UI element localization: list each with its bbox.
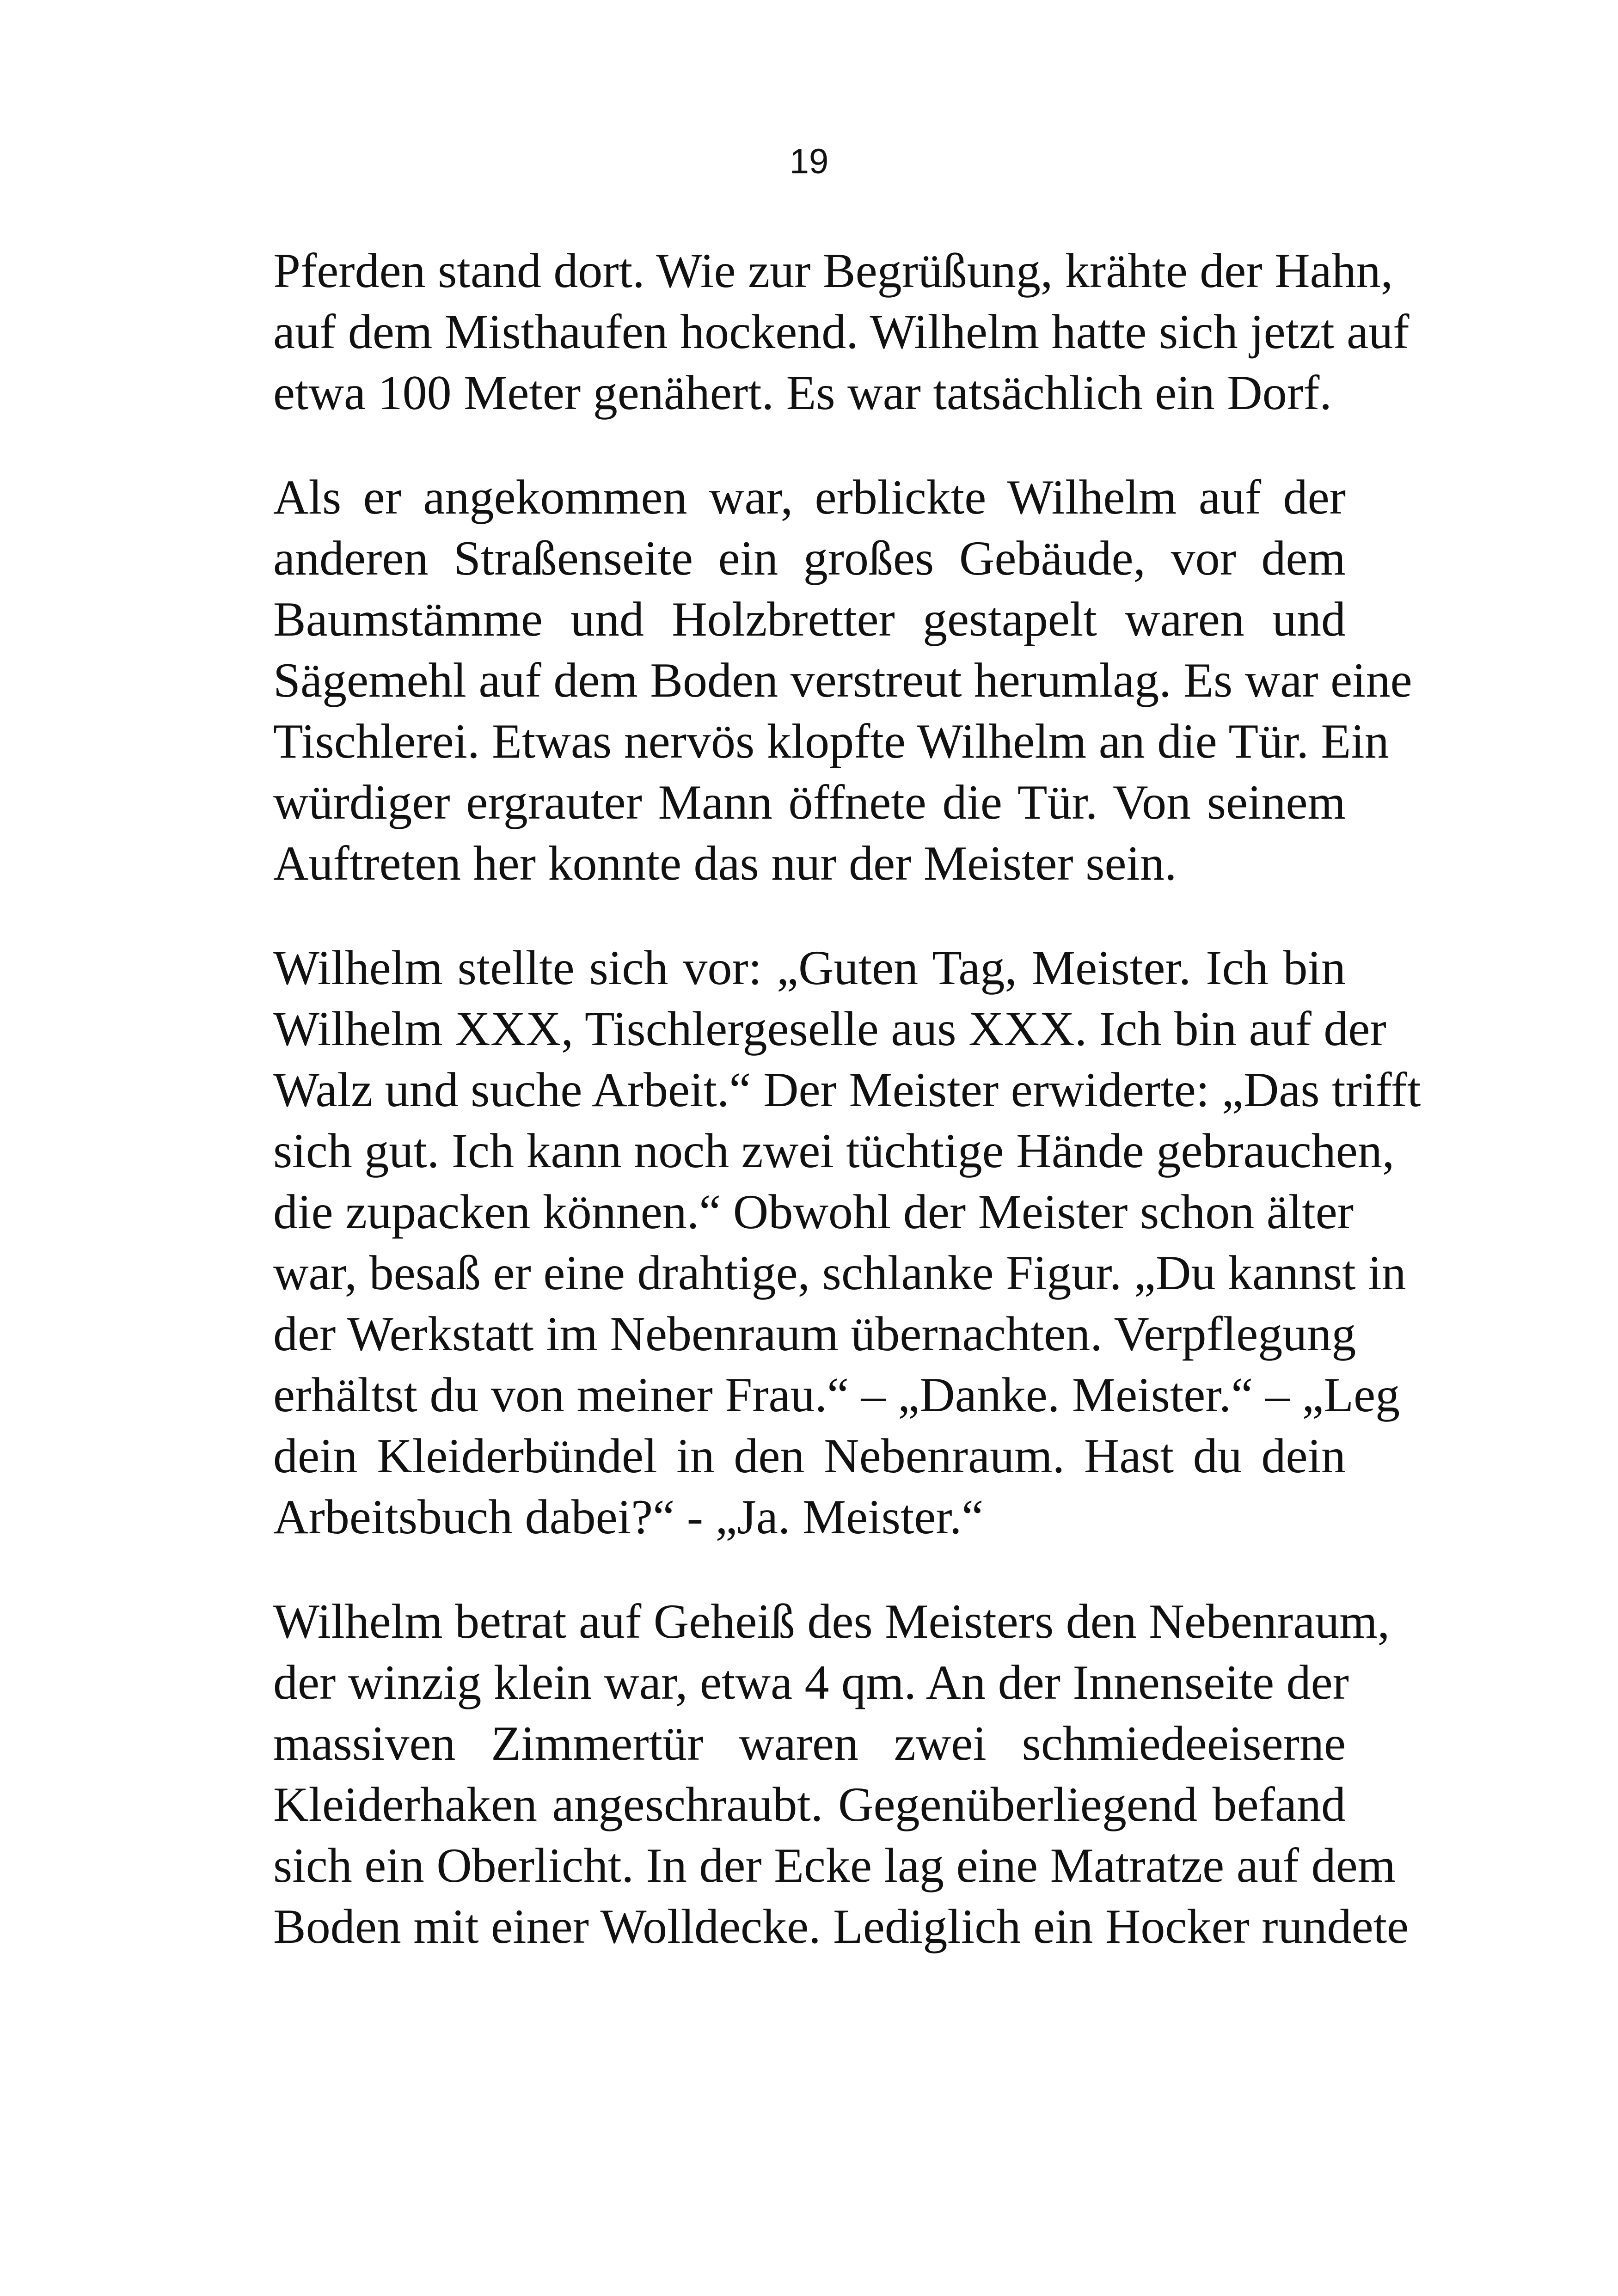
- body-text: [273, 240, 1421, 1957]
- text-line: Baumstämme und Holzbretter gestapelt waren und: [273, 592, 1346, 646]
- text-line: Kleiderhaken angeschraubt. Gegenüberliegend befand: [273, 1777, 1346, 1831]
- paragraph-3: [273, 937, 1421, 1548]
- text-line: sich gut. Ich kann noch zwei tüchtige Hände gebrauchen,: [273, 1124, 1395, 1178]
- text-line: Arbeitsbuch dabei?“ - „Ja. Meister.“: [273, 1490, 984, 1544]
- text-line: Wilhelm XXX, Tischlergeselle aus XXX. Ich bin auf der: [273, 1002, 1386, 1056]
- page-number: 19: [789, 142, 829, 181]
- text-line: der winzig klein war, etwa 4 qm. An der Innenseite der: [273, 1655, 1349, 1709]
- text-line: anderen Straßenseite ein großes Gebäude, vor dem: [273, 531, 1346, 585]
- text-line: Wilhelm betrat auf Geheiß des Meisters den Nebenraum,: [273, 1594, 1390, 1648]
- text-line: massiven Zimmertür waren zwei schmiedeeiserne: [273, 1716, 1346, 1770]
- text-line: auf dem Misthaufen hockend. Wilhelm hatte sich jetzt auf: [273, 305, 1410, 359]
- text-line: erhältst du von meiner Frau.“ – „Danke. Meister.“ – „Leg: [273, 1368, 1400, 1422]
- text-line: Walz und suche Arbeit.“ Der Meister erwiderte: „Das trifft: [273, 1063, 1421, 1117]
- text-line: etwa 100 Meter genähert. Es war tatsächlich ein Dorf.: [273, 366, 1332, 420]
- paragraph-2: [273, 467, 1412, 894]
- text-line: Sägemehl auf dem Boden verstreut herumlag. Es war eine: [273, 653, 1412, 707]
- text-line: die zupacken können.“ Obwohl der Meister schon älter: [273, 1185, 1354, 1239]
- paragraph-4: [273, 1591, 1409, 1957]
- text-line: Auftreten her konnte das nur der Meister sein.: [273, 836, 1177, 890]
- text-line: dein Kleiderbündel in den Nebenraum. Hast du dein: [273, 1429, 1346, 1483]
- text-line: der Werkstatt im Nebenraum übernachten. Verpflegung: [273, 1307, 1356, 1361]
- paragraph-1: [273, 240, 1410, 423]
- text-line: Tischlerei. Etwas nervös klopfte Wilhelm an die Tür. Ein: [273, 714, 1389, 768]
- text-line: Wilhelm stellte sich vor: „Guten Tag, Meister. Ich bin: [273, 941, 1346, 995]
- text-line: Pferden stand dort. Wie zur Begrüßung, krähte der Hahn,: [273, 244, 1393, 298]
- text-line: Als er angekommen war, erblickte Wilhelm auf der: [273, 470, 1346, 524]
- text-line: Boden mit einer Wolldecke. Lediglich ein Hocker rundete: [273, 1899, 1409, 1953]
- text-line: würdiger ergrauter Mann öffnete die Tür. Von seinem: [273, 775, 1346, 829]
- text-line: war, besaß er eine drahtige, schlanke Figur. „Du kannst in: [273, 1246, 1406, 1300]
- text-line: sich ein Oberlicht. In der Ecke lag eine Matratze auf dem: [273, 1838, 1396, 1892]
